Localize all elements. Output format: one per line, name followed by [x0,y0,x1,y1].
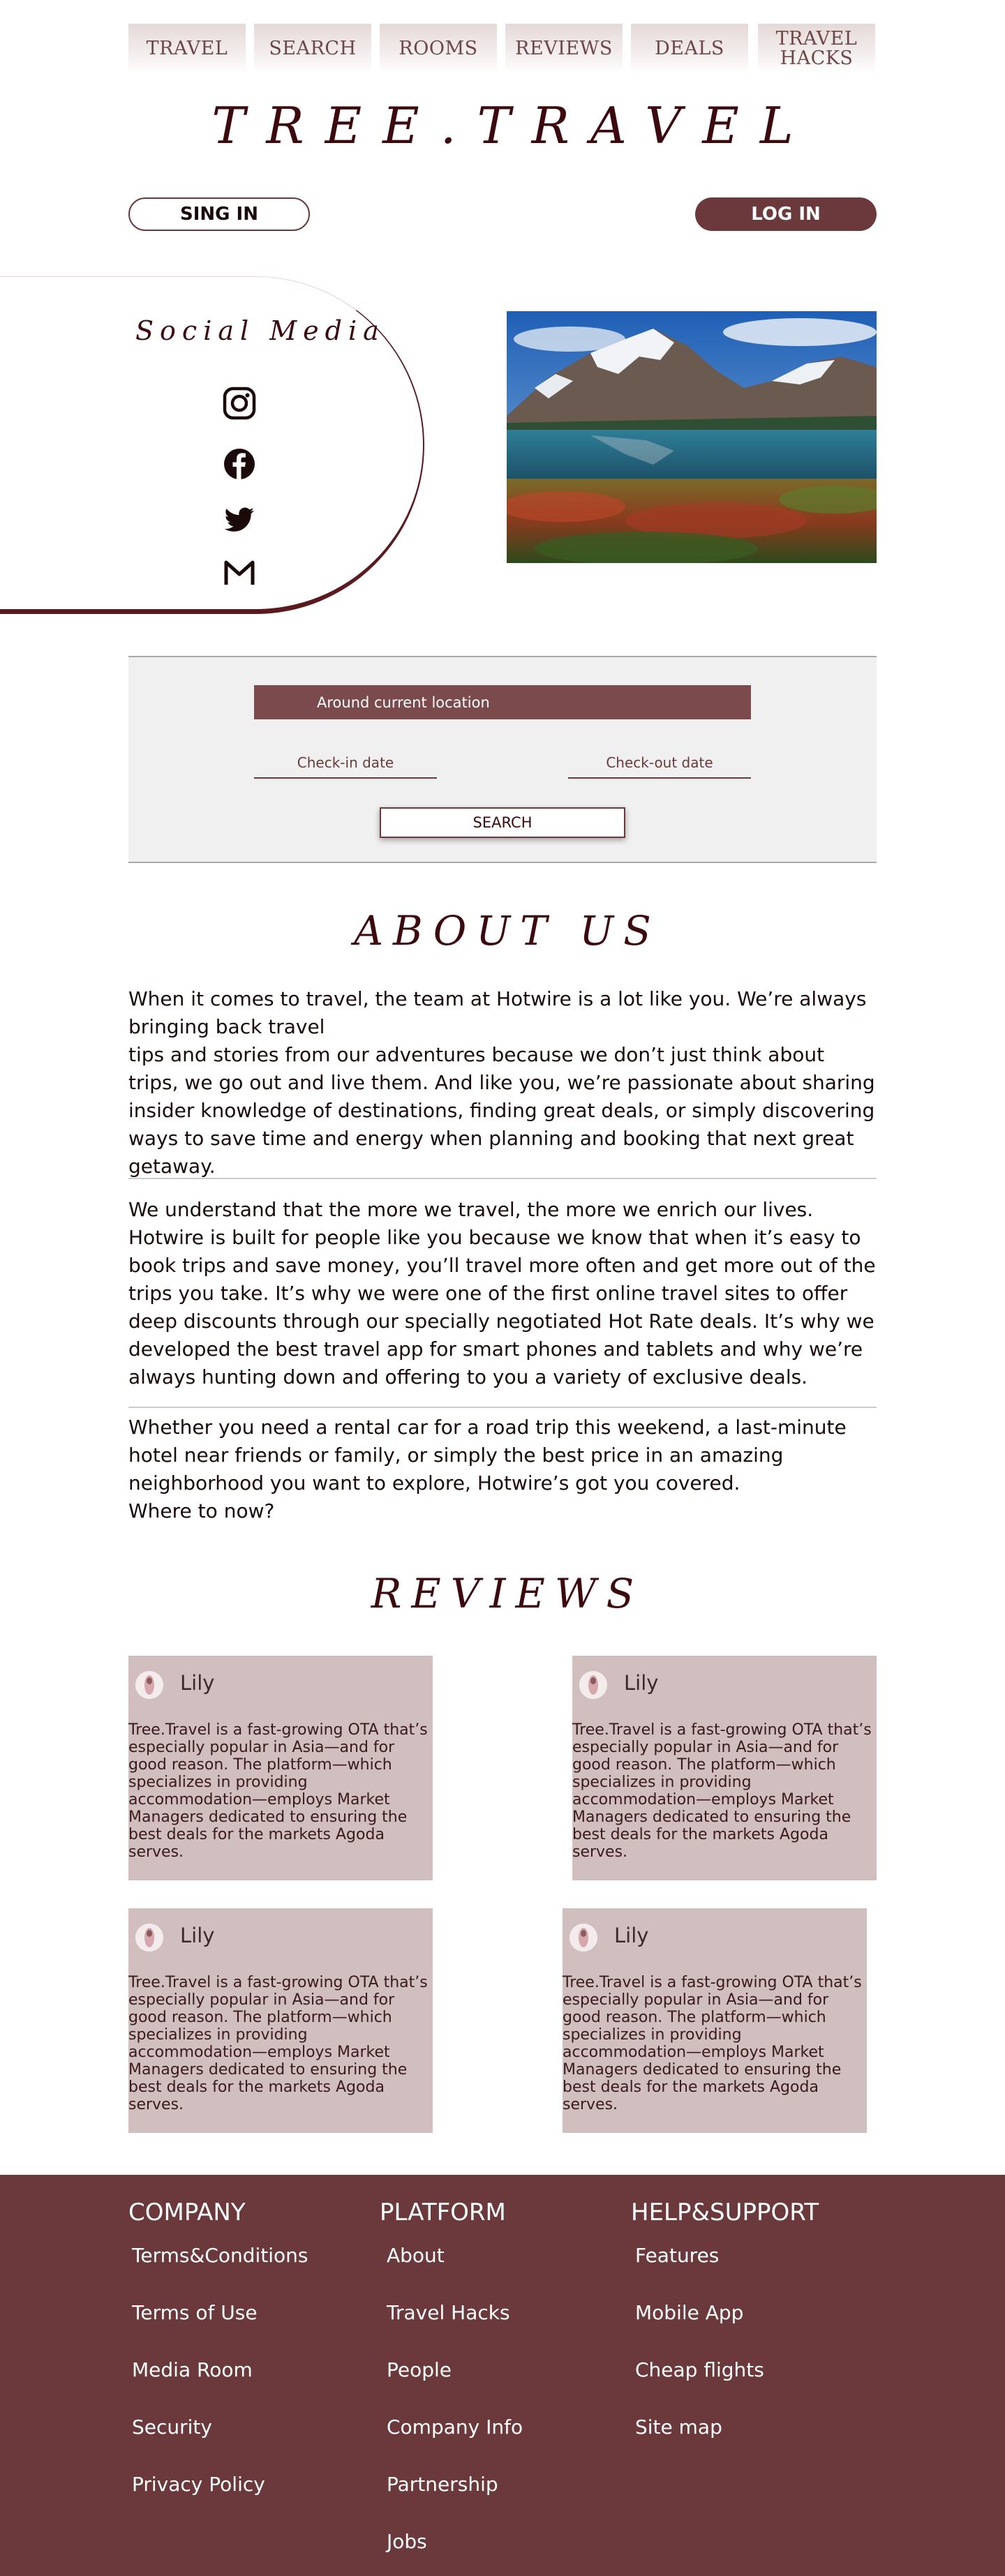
about-paragraph-2: We understand that the more we travel, the more we enrich our lives. Hotwire is built for people like you because we know that when it’s easy to book trips and save money, you’ll travel more often and get more out of the trips you take. It’s why we were one of the first online travel sites to offer deep discounts through our specially negotiated Hot Rate deals. It’s why we developed the best travel app for smart phones and tablets and why we’re always hunting down and offering to you a variety of exclusive deals. [128,1198,876,1388]
gmail-icon[interactable] [222,555,257,590]
footer-heading-platform: PLATFORM [380,2199,506,2226]
reviewer-name: Lily [614,1924,649,1947]
footer-link-privacy-policy[interactable]: Privacy Policy [132,2473,265,2496]
footer-link-features[interactable]: Features [635,2244,720,2267]
nav-tab-travel[interactable]: TRAVEL [128,24,246,74]
footer-link-mobile-app[interactable]: Mobile App [635,2301,744,2324]
footer-link-jobs[interactable]: Jobs [387,2530,427,2553]
reviewer-name: Lily [180,1671,215,1695]
footer-heading-company: COMPANY [128,2199,246,2226]
footer-link-people[interactable]: People [387,2358,452,2381]
footer [0,2175,1005,2576]
log-in-button[interactable]: LOG IN [695,197,877,231]
review-text: Tree.Travel is a fast-growing OTA that’s especially popular in Asia—and for good reason. The platform—which specializes in providing accommodation—employs Market Managers dedicated to ensuring the best deals for the markets Agoda serves. [128,1974,428,2113]
footer-link-company-info[interactable]: Company Info [387,2416,523,2439]
avatar [135,1924,163,1952]
footer-link-site-map[interactable]: Site map [635,2416,722,2439]
social-media-title: Social Media [135,315,385,346]
footer-link-media-room[interactable]: Media Room [132,2358,253,2381]
footer-link-terms-of-use[interactable]: Terms of Use [132,2301,258,2324]
footer-link-cheap-flights[interactable]: Cheap flights [635,2358,764,2381]
about-paragraph-3: Whether you need a rental car for a road trip this weekend, a last-minute hotel near friends or family, or simply the best price in an amazing neighborhood you want to explore, Hotwire’s got you covered. Where to now? [128,1416,847,1522]
about-divider [128,1178,877,1179]
about-divider [128,1407,877,1408]
about-paragraph-1: When it comes to travel, the team at Hotwire is a lot like you. We’re always bringing back travel tips and stories from our adventures because we don’t just think about trips, we go out and live them. And like you, we’re passionate about sharing insider knowledge of destinations, finding great deals, or simply discovering ways to save time and energy when planning and booking that next great getaway. [128,987,875,1178]
avatar [135,1671,163,1699]
landscape-photo [507,311,877,563]
nav-tab-rooms[interactable]: ROOMS [380,24,497,74]
avatar [570,1924,597,1952]
check-in-date-field[interactable]: Check-in date [254,748,437,779]
reviewer-name: Lily [624,1671,659,1695]
location-input[interactable]: Around current location [254,685,751,719]
search-panel [128,656,877,863]
instagram-icon[interactable] [222,386,257,421]
avatar [579,1671,607,1699]
reviews-title: REVIEWS [371,1570,644,1617]
review-card [563,1908,867,2133]
reviewer-name: Lily [180,1924,215,1947]
nav-tab-travel-hacks[interactable]: TRAVEL HACKS [758,24,875,74]
check-out-date-field[interactable]: Check-out date [568,748,751,779]
review-text: Tree.Travel is a fast-growing OTA that’s especially popular in Asia—and for good reason. The platform—which specializes in providing accommodation—employs Market Managers dedicated to ensuring the best deals for the markets Agoda serves. [128,1721,428,1861]
footer-link-security[interactable]: Security [132,2416,212,2439]
sign-in-button[interactable]: SING IN [128,197,310,231]
nav-tab-reviews[interactable]: REVIEWS [505,24,623,74]
footer-link-about[interactable]: About [387,2244,445,2267]
review-card [128,1908,433,2133]
review-card [128,1656,433,1880]
footer-heading-help-support: HELP&SUPPORT [631,2199,819,2226]
footer-link-travel-hacks[interactable]: Travel Hacks [387,2301,510,2324]
search-button[interactable]: SEARCH [380,807,625,838]
nav-tab-search[interactable]: SEARCH [254,24,371,74]
footer-link-partnership[interactable]: Partnership [387,2473,498,2496]
facebook-icon[interactable] [222,447,257,481]
review-text: Tree.Travel is a fast-growing OTA that’s especially popular in Asia—and for good reason. The platform—which specializes in providing accommodation—employs Market Managers dedicated to ensuring the best deals for the markets Agoda serves. [563,1974,862,2113]
twitter-icon[interactable] [222,502,257,537]
about-us-title: ABOUT US [354,907,661,954]
brand-logo-text: TREE.TRAVEL [211,96,814,155]
review-card [572,1656,877,1880]
footer-link-terms-conditions[interactable]: Terms&Conditions [132,2244,308,2267]
nav-tab-deals[interactable]: DEALS [631,24,748,74]
review-text: Tree.Travel is a fast-growing OTA that’s especially popular in Asia—and for good reason. The platform—which specializes in providing accommodation—employs Market Managers dedicated to ensuring the best deals for the markets Agoda serves. [572,1721,872,1861]
